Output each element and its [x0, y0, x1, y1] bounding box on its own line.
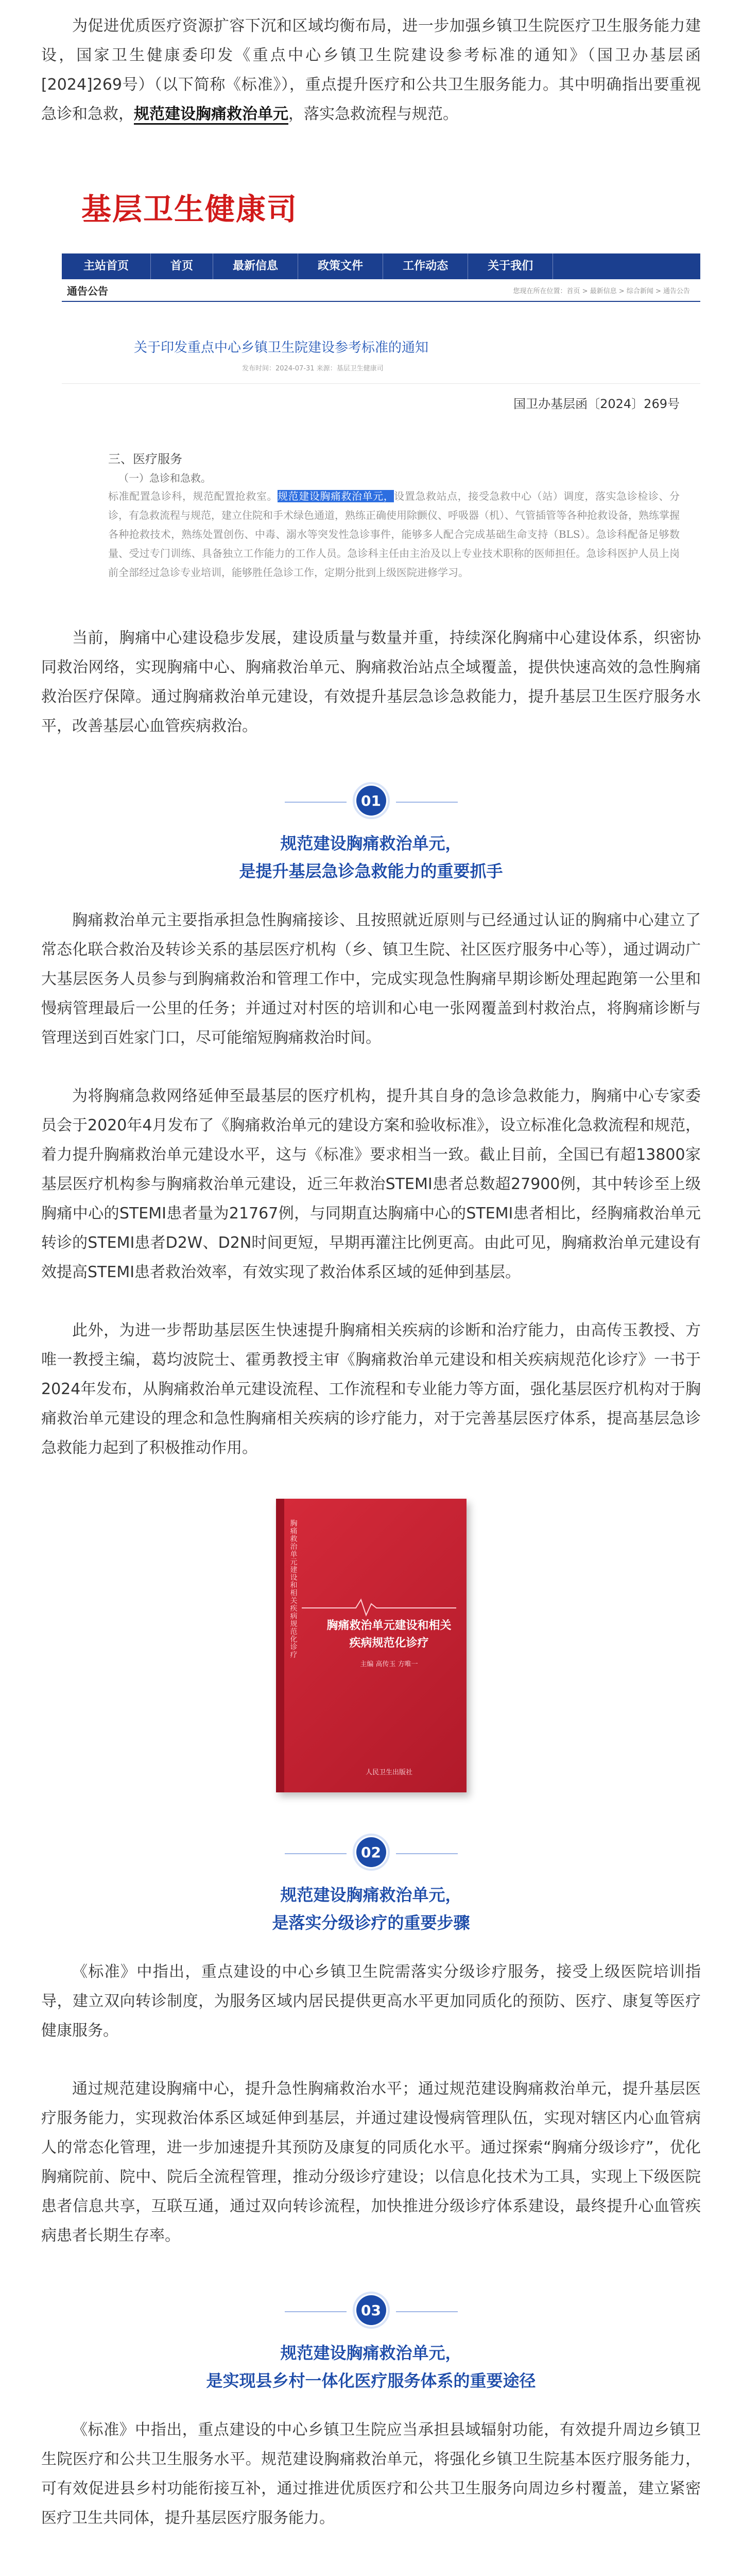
- excerpt-highlight: 规范建设胸痛救治单元，: [278, 490, 394, 502]
- nav-item-about[interactable]: 关于我们: [468, 253, 553, 279]
- doc-number: 国卫办基层函〔2024〕269号: [513, 397, 680, 411]
- intro-text: 为促进优质医疗资源扩容下沉和区域均衡布局，进一步加强乡镇卫生院医疗卫生服务能力建设，国家卫生健康委印发《重点中心乡镇卫生院建设参考标准的通知》（国卫办基层函[2024]269号）（以下简称《标准》），重点提升医疗和公共卫生服务能力。其中明确指出要重视急诊和急救，: [41, 17, 701, 123]
- book-spine: [276, 1499, 284, 1792]
- section-title-line-2: 是提升基层急诊急救能力的重要抓手: [239, 861, 503, 881]
- notice-label: 通告公告: [67, 284, 108, 297]
- nav-item-work[interactable]: 工作动态: [383, 253, 468, 279]
- section-title-line-1: 规范建设胸痛救治单元，: [280, 1885, 462, 1905]
- excerpt-body: [62, 487, 700, 582]
- section-badge: [353, 1834, 390, 1871]
- site-title: 基层卫生健康司: [81, 192, 298, 227]
- site-navbar: [62, 253, 700, 279]
- nav-item-home[interactable]: 首页: [151, 253, 213, 279]
- doc-header: [62, 317, 700, 410]
- book-vertical-title: 胸痛救治单元建设和相关疾病规范化诊疗: [289, 1519, 298, 1658]
- book-publisher: 人民卫生出版社: [365, 1769, 412, 1776]
- section-header-03: [41, 2292, 701, 2395]
- nav-item-latest[interactable]: 最新信息: [213, 253, 298, 279]
- intro-paragraph: [41, 11, 701, 129]
- intro-text-end: ，落实急救流程与规范。: [288, 105, 458, 123]
- section-1-paragraph-3: 此外，为进一步帮助基层医生快速提升胸痛相关疾病的诊断和治疗能力，由高传玉教授、方唯一教授主编，葛均波院士、霍勇教授主审《胸痛救治单元建设和相关疾病规范化诊疗》一书于2024年发布，从胸痛救治单元建设流程、工作流程和专业能力等方面，强化基层医疗机构对于胸痛救治单元建设的理念和急性胸痛相关疾病的诊疗能力，对于完善基层医疗体系，提高基层急诊急救能力起到了积极推动作用。: [41, 1321, 701, 1457]
- section-header-02: [41, 1834, 701, 1937]
- book-cover-wrap: [41, 1499, 701, 1792]
- notice-header: [62, 279, 700, 302]
- book-cover: [276, 1499, 467, 1792]
- book-title: 胸痛救治单元建设和相关疾病规范化诊疗: [326, 1619, 452, 1650]
- doc-title: 关于印发重点中心乡镇卫生院建设参考标准的通知: [134, 340, 429, 355]
- section-2-paragraph-1: 《标准》中指出，重点建设的中心乡镇卫生院需落实分级诊疗服务，接受上级医院培训指导，建立双向转诊制度，为服务区域内居民提供更高水平更加同质化的预防、医疗、康复等医疗健康服务。: [41, 1963, 701, 2040]
- section-2-paragraph-2: 通过规范建设胸痛中心，提升急性胸痛救治水平；通过规范建设胸痛救治单元，提升基层医疗服务能力，实现救治体系区域延伸到基层，并通过建设慢病管理队伍，实现对辖区内心血管病人的常态化管理，进一步加速提升其预防及康复的同质化水平。通过探索“胸痛分级诊疗”，优化胸痛院前、院中、院后全流程管理，推动分级诊疗建设；以信息化技术为工具，实现上下级医院患者信息共享，互联互通，通过双向转诊流程，加快推进分级诊疗体系建设，最终提升心血管疾病患者长期生存率。: [41, 2080, 701, 2245]
- section-3-paragraph-1: 《标准》中指出，重点建设的中心乡镇卫生院应当承担县域辐射功能，有效提升周边乡镇卫生院医疗和公共卫生服务水平。规范建设胸痛救治单元，将强化乡镇卫生院基本医疗服务能力，可有效促进县乡村功能衔接互补，通过推进优质医疗和公共卫生服务向周边乡村覆盖，建立紧密医疗卫生共同体，提升基层医疗服务能力。: [41, 2421, 701, 2527]
- section-badge: [353, 782, 390, 819]
- nav-item-main[interactable]: 主站首页: [62, 253, 151, 279]
- excerpt-title: 三、医疗服务: [108, 452, 182, 466]
- section-title-line-2: 是实现县乡村一体化医疗服务体系的重要途径: [206, 2371, 536, 2391]
- article: [0, 11, 742, 2533]
- section-badge: [353, 2292, 390, 2329]
- excerpt-subtitle: （一）急诊和急救。: [118, 472, 211, 484]
- excerpt-pre: 标准配置急诊科，规范配置抢救室。: [108, 490, 278, 502]
- excerpt-post: 设置急救站点，接受急救中心（站）调度，落实急诊检诊、分诊，有急救流程与规范，建立住院和手术绿色通道，熟练正确使用除颤仪、呼吸器（机）、气管插管等各种抢救设备，熟练掌握各种抢救技术，熟练处置创伤、中毒、溺水等突发性急诊事件，能够多人配合完成基础生命支持（BLS）。急诊科配备足够数量、受过专门训练、具备独立工作能力的工作人员。急诊科主任由主治及以上专业技术职称的医师担任。急诊科医护人员上岗前全部经过急诊专业培训，能够胜任急诊工作，定期分批到上级医院进修学习。: [108, 490, 680, 579]
- doc-excerpt: [62, 449, 700, 582]
- doc-divider: [62, 383, 700, 384]
- section-number: 01: [356, 786, 386, 816]
- section-header-01: [41, 782, 701, 885]
- nav-item-policy[interactable]: 政策文件: [298, 253, 383, 279]
- section-title-line-2: 是落实分级诊疗的重要步骤: [272, 1913, 470, 1933]
- section-title-line-1: 规范建设胸痛救治单元，: [280, 2343, 462, 2363]
- section-1-paragraph-2: 为将胸痛急救网络延伸至最基层的医疗机构，提升其自身的急诊急救能力，胸痛中心专家委员会于2020年4月发布了《胸痛救治单元的建设方案和验收标准》，设立标准化急救流程和规范，着力提升胸痛救治单元建设水平，这与《标准》要求相当一致。截止目前，全国已有超13800家基层医疗机构参与胸痛救治单元建设，近三年救治STEMI患者总数超27900例，其中转诊至上级胸痛中心的STEMI患者量为21767例，与同期直达胸痛中心的STEMI患者相比，经胸痛救治单元转诊的STEMI患者D2W、D2N时间更短，早期再灌注比例更高。由此可见，胸痛救治单元建设有效提高STEMI患者救治效率，有效实现了救治体系区域的延伸到基层。: [41, 1087, 701, 1281]
- intro-highlight: 规范建设胸痛救治单元: [134, 105, 288, 125]
- doc-meta: 发布时间：2024-07-31 来源：基层卫生健康司: [242, 365, 384, 372]
- breadcrumb: 您现在所在位置：首页 > 最新信息 > 综合新闻 > 通告公告: [513, 287, 690, 295]
- ecg-line-icon: [302, 1597, 456, 1617]
- paragraph-1: 当前，胸痛中心建设稳步发展，建设质量与数量并重，持续深化胸痛中心建设体系，织密协同救治网络，实现胸痛中心、胸痛救治单元、胸痛救治站点全域覆盖，提供快速高效的急性胸痛救治医疗保障。通过胸痛救治单元建设，有效提升基层急诊急救能力，提升基层卫生医疗服务水平，改善基层心血管疾病救治。: [41, 629, 701, 735]
- notice-screenshot: [41, 191, 701, 582]
- section-number: 02: [356, 1837, 386, 1867]
- section-number: 03: [356, 2295, 386, 2325]
- book-authors: 主编 高传玉 方唯一: [360, 1660, 418, 1668]
- section-title-line-1: 规范建设胸痛救治单元，: [280, 834, 462, 853]
- section-1-paragraph-1: 胸痛救治单元主要指承担急性胸痛接诊、且按照就近原则与已经通过认证的胸痛中心建立了常态化联合救治及转诊关系的基层医疗机构（乡、镇卫生院、社区医疗服务中心等），通过调动广大基层医务人员参与到胸痛救治和管理工作中，完成实现急性胸痛早期诊断处理起跑第一公里和慢病管理最后一公里的任务；并通过对村医的培训和心电一张网覆盖到村救治点，将胸痛诊断与管理送到百姓家门口，尽可能缩短胸痛救治时间。: [41, 911, 701, 1047]
